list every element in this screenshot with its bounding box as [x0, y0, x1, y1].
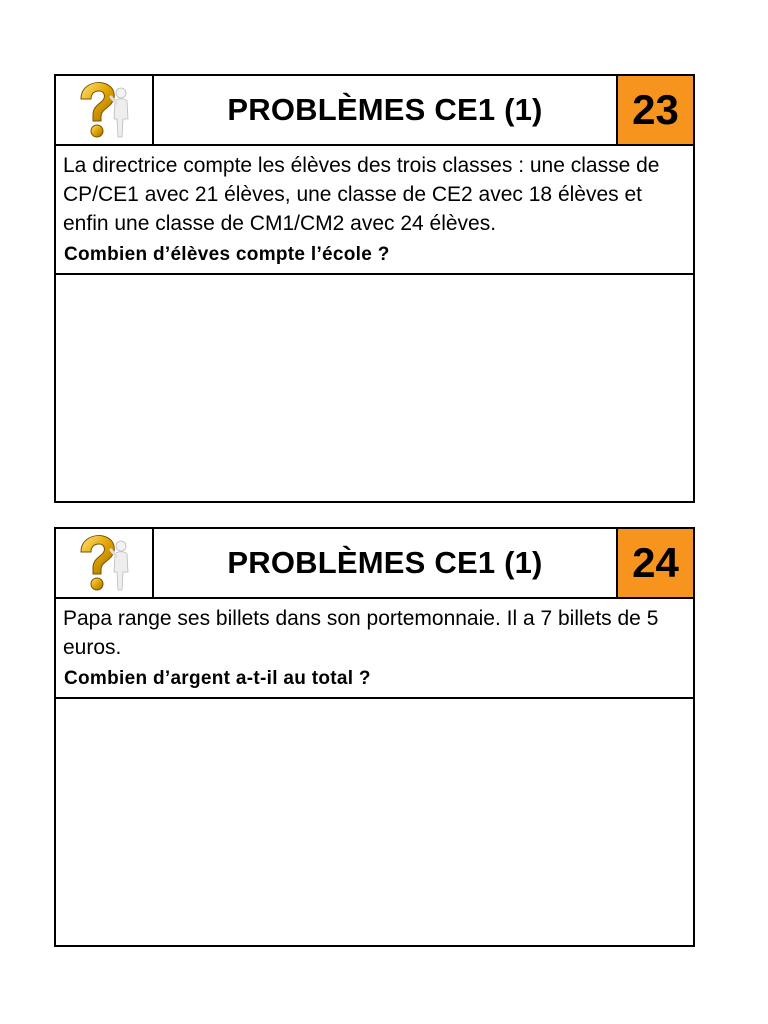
problem-card-24: [54, 527, 695, 947]
question-text: Combien d’élèves compte l’école ?: [64, 244, 390, 265]
problem-card-23: [54, 74, 695, 503]
problem-number-badge: 24: [616, 529, 693, 597]
statement-text: Papa range ses billets dans son portemonnaie. Il a 7 billets de 5 euros.: [63, 607, 659, 659]
problem-statement: [56, 599, 693, 699]
card-title: PROBLÈMES CE1 (1): [227, 545, 543, 580]
card-header: [56, 529, 693, 599]
question-mark-person-icon: [73, 532, 135, 594]
question-mark-person-icon: [73, 79, 135, 141]
icon-cell: [56, 529, 154, 597]
card-title: PROBLÈMES CE1 (1): [227, 92, 543, 127]
problem-number-badge: 23: [616, 76, 693, 144]
problem-statement: [56, 146, 693, 275]
icon-cell: [56, 76, 154, 144]
statement-text: La directrice compte les élèves des trois classes : une classe de CP/CE1 avec 21 élèves, une classe de CE2 avec 18 élèves et enfin une classe de CM1/CM2 avec 24 élèves.: [63, 154, 660, 235]
question-text: Combien d’argent a-t-il au total ?: [64, 668, 371, 689]
card-header: [56, 76, 693, 146]
